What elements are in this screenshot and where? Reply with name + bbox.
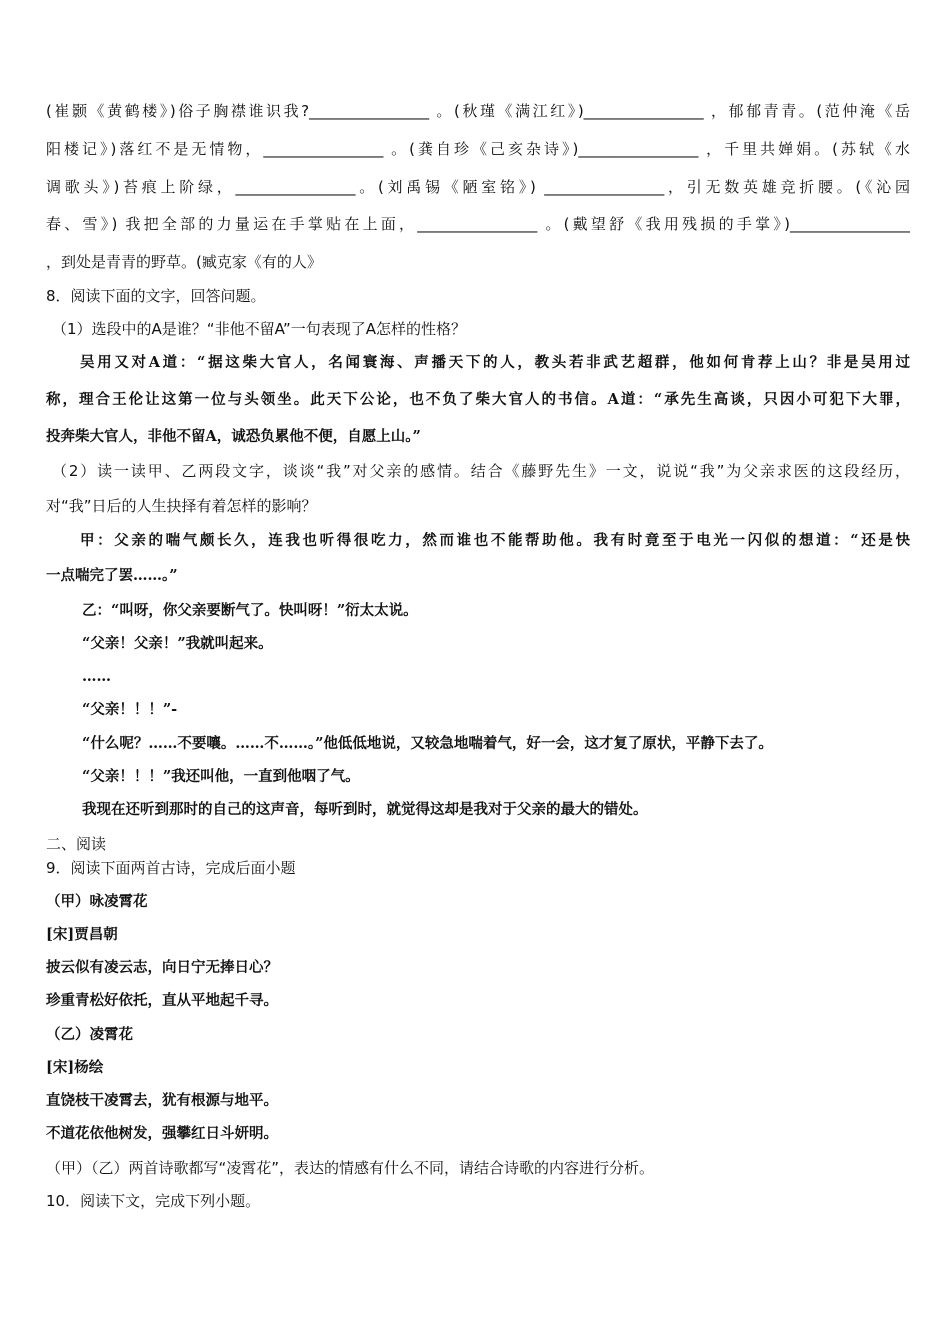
passage-1-line-3: 投奔柴大官人，非他不留A，诚恐负累他不便，自愿上山。”: [46, 428, 421, 445]
question-8-part-1: （1）选段中的A是谁？“非他不留A”一句表现了A怎样的性格？: [52, 320, 467, 338]
poem-b-line-2: 不道花依他树发，强攀红日斗妍明。: [46, 1125, 278, 1142]
passage-1-line-2: 称，理合王伦让这第一位与头领坐。此天下公论，也不负了柴大官人的书信。A道：“承先生高谈，只因小可犯下大罪，: [46, 391, 910, 408]
passage-1-line-1: 吴用又对A道：“据这柴大官人，名闻寰海、声播天下的人，教头若非武艺超群，他如何肯荐上山？非是吴用过: [80, 354, 910, 371]
fill-blank-line-2: 阳楼记》)落红不是无情物，________________ 。(龚自珍《己亥杂诗》)________________ ，千里共婵娟。(苏轼《水: [46, 140, 910, 158]
passage-yi-line-1: 乙：“叫呀，你父亲要断气了。快叫呀！”衍太太说。: [82, 602, 418, 619]
fill-blank-line-1: (崔颢《黄鹤楼》)俗子胸襟谁识我?________________ 。(秋瑾《满江红》)________________ ，郁郁青青。(范仲淹《岳: [46, 102, 910, 120]
passage-yi-line-3: ……: [82, 668, 111, 685]
question-8-part-2-line-1: （2）读一读甲、乙两段文字，谈谈“我”对父亲的感情。结合《藤野先生》一文，说说“我”为父亲求医的这段经历，: [52, 462, 910, 480]
passage-yi-line-4: “父亲！！！”-: [82, 701, 178, 718]
poem-a-author: [宋]贾昌朝: [46, 926, 118, 943]
passage-yi-line-2: “父亲！父亲！”我就叫起来。: [82, 635, 273, 652]
passage-yi-line-5: “什么呢？……不要嚷。……不……。”他低低地说，又较急地喘着气，好一会，这才复了原状，平静下去了。: [82, 735, 773, 752]
passage-yi-line-6: “父亲！！！”我还叫他，一直到他咽了气。: [82, 768, 360, 785]
fill-blank-line-3: 调歌头》)苔痕上阶绿，________________。(刘禹锡《陋室铭》) ________________，引无数英雄竞折腰。(《沁园: [46, 178, 910, 196]
poem-a-title: （甲）咏凌霄花: [46, 893, 148, 910]
passage-jia-line-2: 一点喘完了罢……。”: [46, 567, 178, 584]
section-2-heading: 二、阅读: [46, 835, 107, 853]
fill-blank-line-4: 春、雪》) 我把全部的力量运在手掌贴在上面，________________ 。(戴望舒《我用残损的手掌》)________________: [46, 215, 910, 233]
question-8-part-2-line-2: 对“我”日后的人生抉择有着怎样的影响？: [46, 497, 317, 515]
question-9-heading: 9．阅读下面两首古诗，完成后面小题: [46, 859, 296, 877]
poem-a-line-1: 披云似有凌云志，向日宁无捧日心？: [46, 959, 278, 976]
passage-yi-line-7: 我现在还听到那时的自己的这声音，每听到时，就觉得这却是我对于父亲的最大的错处。: [82, 801, 648, 818]
question-10-heading: 10．阅读下文，完成下列小题。: [46, 1192, 261, 1210]
poem-a-line-2: 珍重青松好依托，直从平地起千寻。: [46, 992, 278, 1009]
poem-b-line-1: 直饶枝干凌霄去，犹有根源与地平。: [46, 1092, 278, 1109]
question-9-task: （甲）（乙）两首诗歌都写“凌霄花”，表达的情感有什么不同，请结合诗歌的内容进行分析。: [46, 1159, 655, 1177]
poem-b-title: （乙）凌霄花: [46, 1026, 133, 1043]
passage-jia-line-1: 甲：父亲的喘气颇长久，连我也听得很吃力，然而谁也不能帮助他。我有时竟至于电光一闪似的想道：“还是快: [80, 532, 910, 549]
poem-b-author: [宋]杨绘: [46, 1059, 104, 1076]
fill-blank-line-5: ，到处是青青的野草。(臧克家《有的人》: [46, 253, 322, 271]
question-8-heading: 8．阅读下面的文字，回答问题。: [46, 287, 266, 305]
